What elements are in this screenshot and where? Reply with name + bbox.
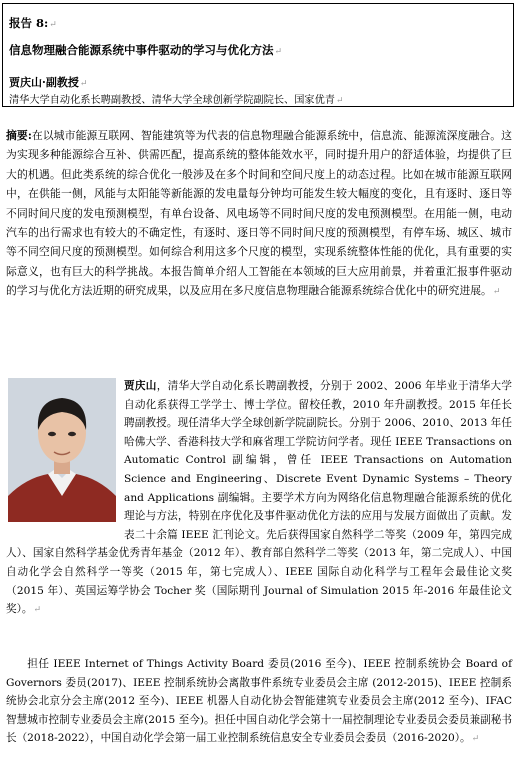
abstract-paragraph [6,126,512,303]
paragraph-mark: ↵ [79,79,88,89]
report-title-text: 信息物理融合能源系统中事件驱动的学习与优化方法 [9,43,274,57]
speaker-title: 副教授 [45,76,79,89]
speaker-bio-paragraph [6,377,512,620]
speaker-honors-paragraph [6,655,512,749]
paragraph-mark: ↵ [336,96,344,106]
paragraph-mark: ↵ [492,287,501,298]
paragraph-mark: ↵ [274,47,283,57]
abstract-text: 在以城市能源互联网、智能建筑等为代表的信息物理融合能源系统中，信息流、能源流深度融合。这为实现多种能源综合互补、供需匹配，提高系统的整体能效水平，同时提升用户的舒适体验，均提供了巨大的机遇。但此类系统的综合优化一般涉及在多个时间和空间尺度上的动态过程。比如在城市能源互联网中，在供能一侧，风能与太阳能等新能源的发电量每分钟均可能发生较大幅度的变化，且有逐时、逐日等不同时间尺度的发电预测模型，有单台设备、风电场等不同时间尺度的发电预测模型。在用能一侧，电动汽车的出行需求也有较大的不确定性，有逐时、逐日等不同时间尺度的预测模型，有停车场、城区、城市等不同空间尺度的预测模型。如何综合利用这多个尺度的模型，实现系统整体性能的优化，具有重要的实际意义，也有巨大的科学挑战。本报告简单介绍人工智能在本领域的巨大应用前景，并着重汇报事件驱动的学习与优化方法近期的研究成果，以及应用在多尺度信息物理融合能源系统综合优化中的研究进展。 [6,129,512,298]
paragraph-mark: ↵ [471,734,480,745]
report-number [9,15,57,31]
honors-text: 担任 IEEE Internet of Things Activity Board 委员(2016 至今)、IEEE 控制系统协会 Board of Governors 委员(2017)、IEEE 控制系统协会离散事件系统专业委员会主席 (2012-2015)、IEEE 控制系统协会北京分会主席(2012 至今)、IEEE 机器人自动化协会智能建筑专业委员会主席(2012 至今)、IFAC 智慧城市控制专业委员会主席(2015 至今)。担任中国自动化学会第十一届控制理论专业委员会委员兼副秘书长（2018-2022），中国自动化学会第一届工业控制系统信息安全专业委员会委员（2016-2020）。 [6,658,512,745]
bio-name: 贾庆山 [124,380,157,392]
paragraph-mark: ↵ [33,605,42,616]
bio-text: ，清华大学自动化系长聘副教授，分别于 2002、2006 年毕业于清华大学自动化系获得工学学士、博士学位。留校任教，2010 年升副教授。2015 年任长聘副教授。现任清华大学全球创新学院副院长。分别于 2006、2010、2013 年任哈佛大学、香港科技大学和麻省理工学院访问学者。现任 IEEE Transactions on Automatic Control 副编辑，曾任 IEEE Transactions on Automation Science and Engineering、Discrete Event Dynamic Systems – Theory and Applications 副编辑。主要学术方向为网络化信息物理融合能源系统的优化理论与方法，特别在序优化及事件驱动优化方法的应用与发展方面做出了贡献。发表二十余篇 IEEE 汇刊论文。先后获得国家自然科学二等奖（2009 年，第四完成人）、国家自然科学基金优秀青年基金（2012 年）、教育部自然科学二等奖（2013 年，第二完成人）、中国自动化学会自然科学一等奖（2015 年，第七完成人）、IEEE 国际自动化科学与工程年会最佳论文奖（2015 年）、英国运筹学协会 Tocher 奖（国际期刊 Journal of Simulation 2015 年-2016 年最佳论文奖）。 [6,380,513,616]
report-header-box [2,3,514,107]
affiliation-text: 清华大学自动化系长聘副教授、清华大学全球创新学院副院长、国家优青 [9,95,335,106]
speaker-line: 贾庆山·副教授↵ [9,76,88,89]
speaker-name: 贾庆山 [9,76,42,89]
speaker-affiliation [9,91,344,106]
paragraph-mark: ↵ [49,20,57,30]
report-title [9,42,282,58]
photo-spacer [6,377,124,543]
abstract-label: 摘要: [6,129,32,142]
report-number-text: 报告 8: [9,16,49,30]
